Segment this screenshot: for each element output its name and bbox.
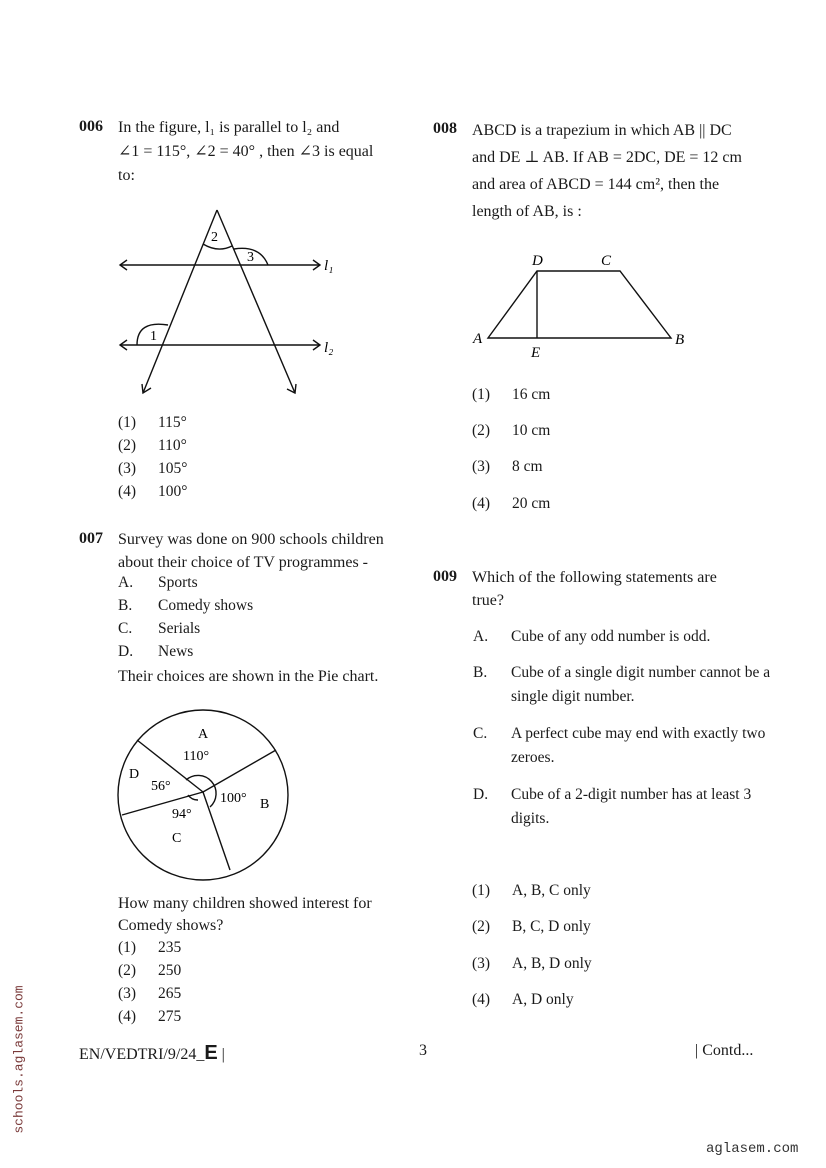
pie-chart [110,700,310,890]
line-label-l2: l₂ [324,340,334,356]
option-number: (1) [118,414,137,431]
option-number: (2) [118,437,137,454]
choice-item [118,620,200,638]
option-text: A, D only [512,991,574,1008]
option-number: (2) [472,422,491,439]
option-text: 115° [158,414,187,431]
option-number: (4) [118,483,137,500]
option[interactable] [118,962,181,980]
question-line: Comedy shows? [118,917,224,934]
option-text: 16 cm [512,386,551,403]
option-text: 8 cm [512,458,543,475]
option-text: 235 [158,939,182,956]
choice-item [118,643,193,661]
option-number: (3) [472,458,491,475]
option-text: 275 [158,1008,182,1025]
option-text: 110° [158,437,187,454]
choice-key: C. [118,620,133,637]
sector-label-d: D [129,767,140,782]
option-number: (2) [472,918,491,935]
question-line: and DE ⊥ AB. If AB = 2DC, DE = 12 cm [472,149,742,166]
question-text [472,566,770,612]
set-code: E [204,1042,218,1064]
vertex-e: E [531,345,541,361]
choice-item [118,597,253,615]
choice-text: Comedy shows [158,597,254,614]
question-number: 006 [79,118,103,135]
option[interactable] [472,422,550,440]
option-number: (4) [472,991,491,1008]
option-text: A, B, C only [512,882,591,899]
statement-item [473,625,773,649]
option-text: 250 [158,962,182,979]
question-line: ABCD is a trapezium in which AB || DC [472,122,732,139]
option-number: (1) [472,882,491,899]
option[interactable] [472,991,574,1009]
statement-item [473,783,773,831]
statement-item [473,661,773,709]
statement-key: D. [473,786,489,803]
option-number: (4) [118,1008,137,1025]
sector-angle-b: 100° [220,791,247,806]
question-text [118,528,418,574]
sector-label-a: A [198,727,209,742]
option[interactable] [118,437,187,455]
question-line: and area of ABCD = 144 cm², then the [472,176,720,193]
option[interactable] [472,955,592,973]
bottom-watermark: aglasem.com [706,1141,799,1157]
choice-text: Sports [158,574,198,591]
trapezium-figure [465,245,695,365]
choice-text: News [158,643,194,660]
question-text [472,117,770,225]
separator: | [221,1046,225,1063]
choice-text: Serials [158,620,201,637]
question-line: true? [472,592,504,609]
vertex-c: C [601,253,612,269]
parallel-lines-figure [110,200,350,405]
option[interactable] [472,386,550,404]
question-line: to: [118,167,135,184]
option[interactable] [118,985,181,1003]
vertex-b: B [675,332,685,348]
option-text: 105° [158,460,188,477]
question-line: How many children showed interest for [118,895,372,912]
vertex-a: A [473,331,483,347]
option[interactable] [472,882,591,900]
question-text [118,116,414,188]
option-text: A, B, D only [512,955,592,972]
option-text: B, C, D only [512,918,591,935]
option[interactable] [472,495,550,513]
question-number: 008 [433,120,457,137]
angle-label-3: 3 [247,250,254,265]
choice-key: D. [118,643,134,660]
option-number: (3) [118,985,137,1002]
question-line: ∠1 = 115°, ∠2 = 40° , then ∠3 is equal [118,143,374,160]
option[interactable] [118,414,187,432]
question-line: Which of the following statements are [472,569,717,586]
question-text [118,893,416,937]
vertex-d: D [532,253,543,269]
statement-key: B. [473,664,488,681]
choice-item [118,574,198,592]
option-number: (1) [472,386,491,403]
option[interactable] [118,483,187,501]
option-number: (2) [118,962,137,979]
choice-key: A. [118,574,134,591]
sector-label-c: C [172,831,182,846]
option-text: 20 cm [512,495,551,512]
statement-text: Cube of a 2-digit number has at least 3 digits. [511,786,752,827]
statement-key: A. [473,628,489,645]
option-text: 10 cm [512,422,551,439]
angle-label-1: 1 [150,329,157,344]
angle-label-2: 2 [211,230,218,245]
question-number: 009 [433,568,457,585]
question-line: In the figure, l₁ is parallel to l₂ and [118,119,340,136]
statement-item [473,722,773,770]
option[interactable] [118,939,181,957]
continued-label: | Contd... [695,1042,754,1059]
sector-label-b: B [260,797,270,812]
option-number: (4) [472,495,491,512]
sector-angle-d: 56° [151,779,171,794]
statement-text: Cube of any odd number is odd. [511,628,711,645]
statement-text: A perfect cube may end with exactly two zeroes. [511,725,766,766]
question-line: Their choices are shown in the Pie chart. [118,668,379,685]
statement-key: C. [473,725,488,742]
paper-code [79,1042,225,1065]
question-line: length of AB, is : [472,203,582,220]
side-watermark: schools.aglasem.com [11,985,27,1134]
option-text: 265 [158,985,182,1002]
sector-angle-a: 110° [183,749,210,764]
option[interactable] [118,1008,181,1026]
statement-text: Cube of a single digit number cannot be a single digit number. [511,664,771,705]
line-label-l1: l₁ [324,258,334,274]
option[interactable] [118,460,187,478]
question-number: 007 [79,530,103,547]
question-line: Survey was done on 900 schools children [118,531,384,548]
option[interactable] [472,918,591,936]
sector-angle-c: 94° [172,807,192,822]
question-line: about their choice of TV programmes - [118,554,368,571]
paper-code-text: EN/VEDTRI/9/24_ [79,1046,205,1063]
choice-key: B. [118,597,133,614]
option-text: 100° [158,483,188,500]
option-number: (3) [118,460,137,477]
option[interactable] [472,458,543,476]
option-number: (3) [472,955,491,972]
option-number: (1) [118,939,137,956]
page-number: 3 [419,1042,427,1059]
